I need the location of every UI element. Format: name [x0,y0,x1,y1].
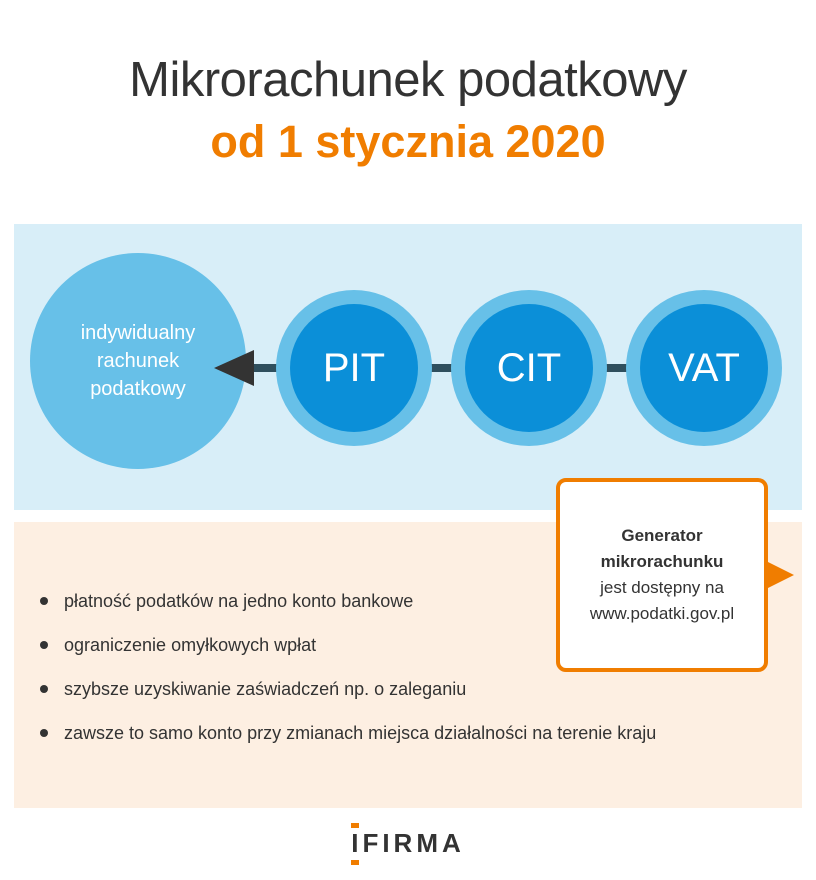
bullet-icon [40,729,48,737]
bullet-icon [40,597,48,605]
logo-accent-bottom [351,860,359,865]
tax-circle-pit [276,290,432,446]
generator-text: jest dostępny na [600,578,724,597]
generator-title-2: mikrorachunku [600,552,724,571]
benefit-text: płatność podatków na jedno konto bankowe [64,591,414,611]
generator-callout [556,478,768,672]
tax-circle-vat [626,290,782,446]
arrow-left-icon [214,350,254,386]
generator-title-1: Generator [621,526,703,545]
tax-label-vat: VAT [640,304,768,432]
brand-logo [0,828,816,859]
logo-wordmark [351,828,465,859]
bullet-icon [40,641,48,649]
tax-circle-cit [451,290,607,446]
benefit-text: szybsze uzyskiwanie zaświadczeń np. o zaleganiu [64,679,467,699]
logo-accent-top [351,823,359,828]
logo-text: IFIRMA [351,828,465,858]
page-title: Mikrorachunek podatkowy [129,53,687,107]
target-account-label: indywidualny rachunek podatkowy [80,322,196,400]
list-item [40,674,656,718]
page-subtitle: od 1 stycznia 2020 [210,116,606,167]
benefit-text: zawsze to samo konto przy zmianach miejsca działalności na terenie kraju [64,723,657,743]
tax-label-pit: PIT [290,304,418,432]
list-item [40,718,656,762]
callout-pointer-icon [768,562,794,588]
benefit-text: ograniczenie omyłkowych wpłat [64,635,317,655]
tax-label-cit: CIT [465,304,593,432]
generator-url: www.podatki.gov.pl [589,604,735,623]
bullet-icon [40,685,48,693]
